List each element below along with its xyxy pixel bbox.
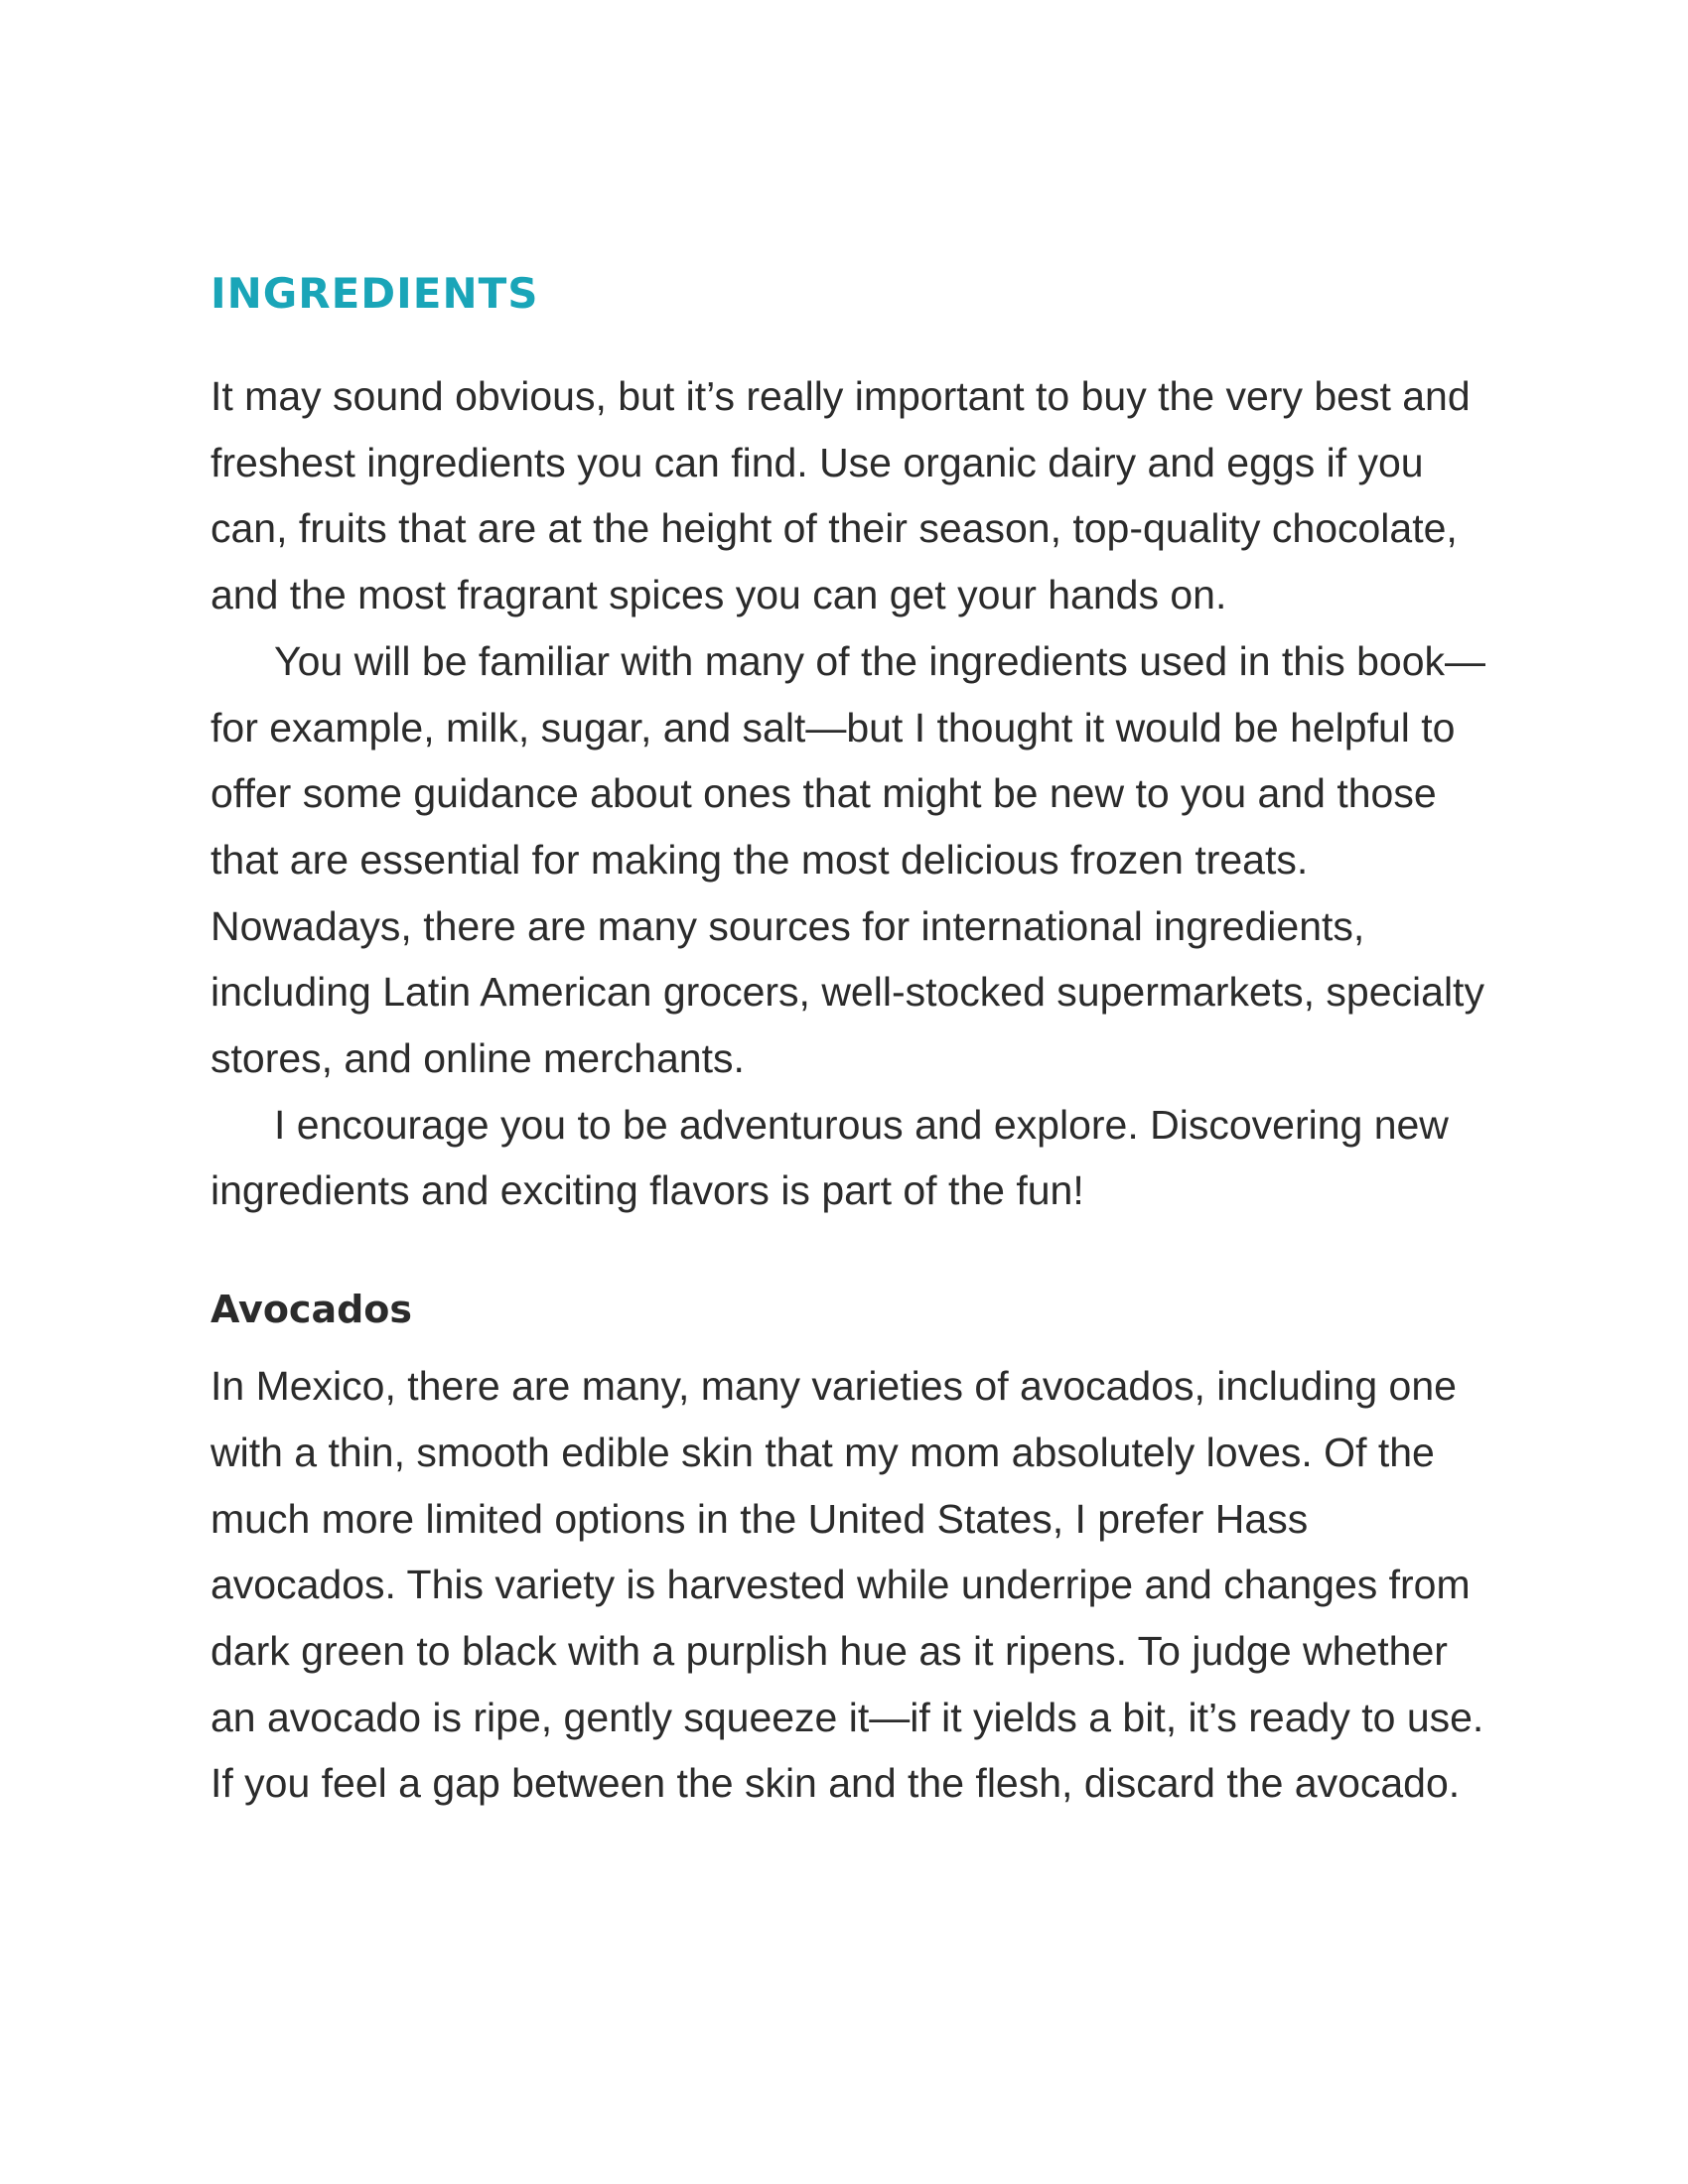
guidance-paragraph: You will be familiar with many of the ingredients used in this book—for example, milk, sugar, and salt—but I thought it would be helpful to offer some guidance about ones that might be new to you and those that are essential for making the most delicious frozen treats. Nowadays, there are many sources for international ingredients, including Latin American grocers, well-stocked supermarkets, specialty stores, and online merchants.	[211, 637, 1486, 1082]
avocados-heading: Avocados	[211, 1288, 413, 1332]
page-content	[211, 264, 1501, 1817]
avocados-paragraph: In Mexico, there are many, many varieties of avocados, including one with a thin, smooth edible skin that my mom absolutely loves. Of the much more limited options in the United States, I prefer Hass avocados. This variety is harvested while underripe and changes from dark green to black with a purplish hue as it ripens. To judge whether an avocado is ripe, gently squeeze it—if it yields a bit, it’s ready to use. If you feel a gap between the skin and the flesh, discard the avocado.	[211, 1363, 1484, 1807]
encouragement-paragraph: I encourage you to be adventurous and explore. Discovering new ingredients and exciting flavors is part of the fun!	[211, 1101, 1449, 1214]
section-heading: INGREDIENTS	[211, 269, 539, 318]
intro-paragraph: It may sound obvious, but it’s really important to buy the very best and freshest ingredients you can find. Use organic dairy and eggs if you can, fruits that are at the height of their season, top-quality chocolate, and the most fragrant spices you can get your hands on.	[211, 373, 1471, 618]
